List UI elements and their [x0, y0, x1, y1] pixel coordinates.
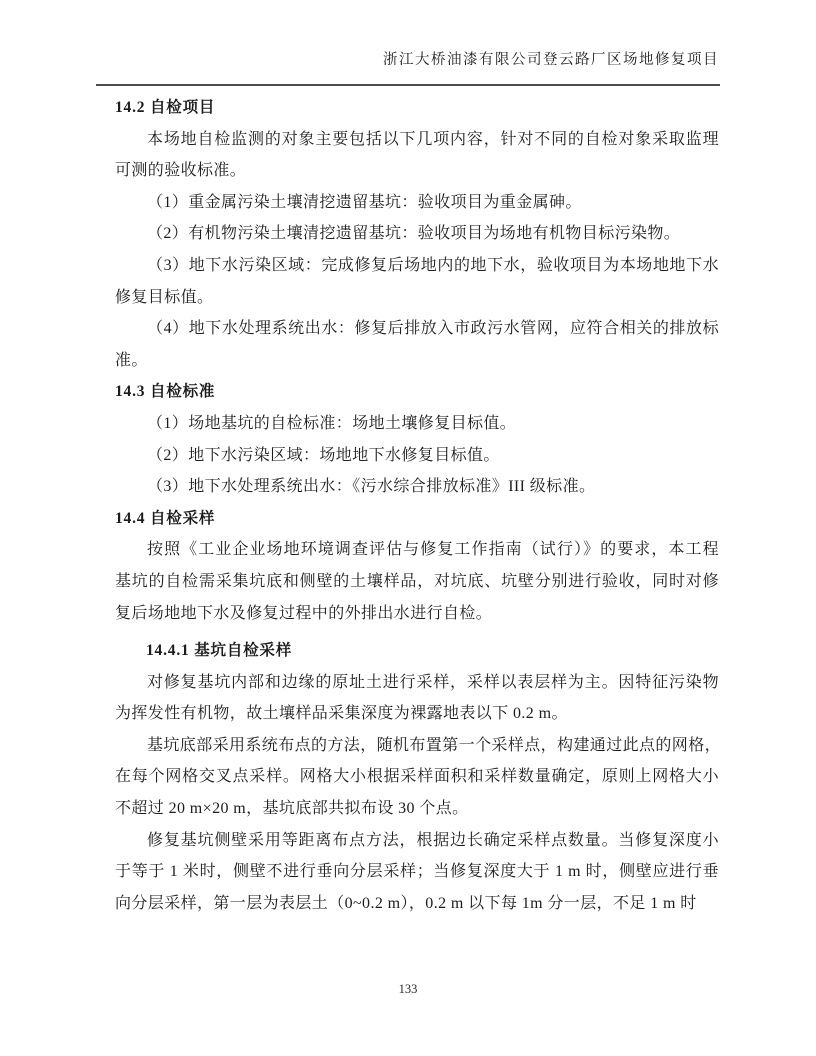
section-heading-14-2: 14.2 自检项目: [115, 99, 216, 116]
body-line: 复后场地地下水及修复过程中的外排出水进行自检。: [115, 604, 493, 622]
list-item-line: （3）地下水污染区域：完成修复后场地内的地下水，验收项目为本场地地下水: [147, 256, 719, 274]
page-header-title: 浙江大桥油漆有限公司登云路厂区场地修复项目: [383, 52, 719, 68]
list-item-line: （2）地下水污染区域：场地地下水修复目标值。: [147, 446, 500, 464]
list-item-line: （1）重金属污染土壤清挖遗留基坑：验收项目为重金属砷。: [147, 193, 582, 211]
body-line: 可测的验收标准。: [115, 162, 247, 180]
body-line: 基坑的自检需采集坑底和侧壁的土壤样品，对坑底、坑壁分别进行验收，同时对修: [115, 572, 719, 590]
body-line: 修复目标值。: [115, 288, 214, 306]
body-line: 基坑底部采用系统布点的方法，随机布置第一个采样点，构建通过此点的网格，: [147, 736, 722, 754]
body-line: 本场地自检监测的对象主要包括以下几项内容，针对不同的自检对象采取监理: [147, 130, 719, 148]
section-heading-14-3: 14.3 自检标准: [115, 383, 216, 401]
header-rule: [96, 84, 720, 86]
body-line: 不超过 20 m×20 m，基坑底部共拟布设 30 个点。: [115, 800, 469, 818]
list-item-line: （2）有机物污染土壤清挖遗留基坑：验收项目为场地有机物目标污染物。: [147, 225, 681, 243]
list-item-line: （4）地下水处理系统出水：修复后排放入市政污水管网，应符合相关的排放标: [147, 320, 719, 338]
body-line: 在每个网格交叉点采样。网格大小根据采样面积和采样数量确定，原则上网格大小: [115, 768, 719, 786]
page-number: 133: [398, 982, 418, 996]
body-line: 于等于 1 米时，侧壁不进行垂向分层采样；当修复深度大于 1 m 时，侧壁应进行垂: [115, 863, 719, 881]
body-line: 对修复基坑内部和边缘的原址土进行采样，采样以表层样为主。因特征污染物: [147, 673, 719, 691]
list-item-line: （3）地下水处理系统出水：《污水综合排放标准》III 级标准。: [147, 478, 596, 496]
body-line: 为挥发性有机物，故土壤样品采集深度为裸露地表以下 0.2 m。: [115, 705, 568, 723]
document-body: [115, 92, 722, 919]
list-item-line: （1）场地基坑的自检标准：场地土壤修复目标值。: [147, 414, 517, 432]
body-line: 按照《工业企业场地环境调查评估与修复工作指南（试行）》的要求，本工程: [147, 541, 719, 559]
subsection-heading-14-4-1: 14.4.1 基坑自检采样: [146, 642, 293, 660]
body-line: 修复基坑侧壁采用等距离布点方法，根据边长确定采样点数量。当修复深度小: [147, 831, 719, 849]
body-line: 向分层采样，第一层为表层土（0~0.2 m），0.2 m 以下每 1m 分一层，不足 1 m 时: [115, 894, 697, 912]
section-heading-14-4: 14.4 自检采样: [115, 509, 216, 527]
body-line: 准。: [115, 351, 148, 369]
